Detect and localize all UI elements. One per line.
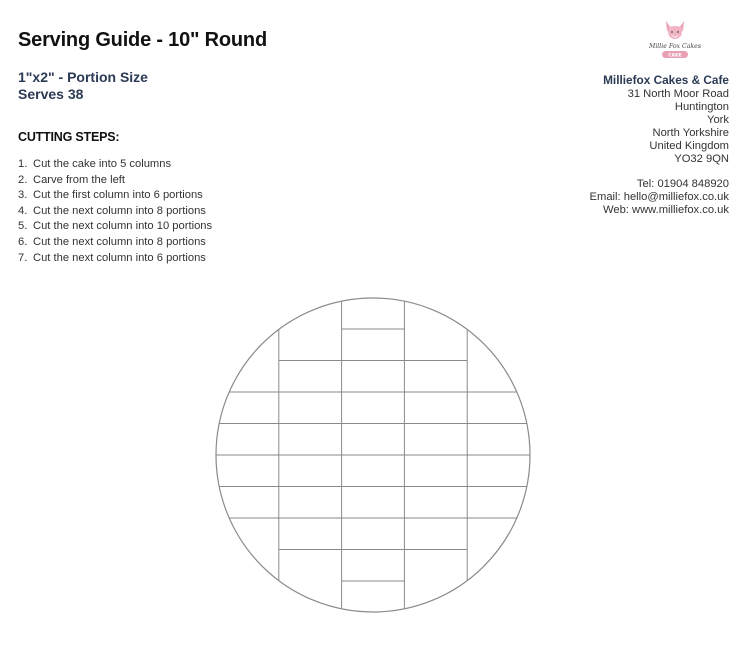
step-text: Cut the next column into 8 portions (33, 235, 206, 248)
step-text: Carve from the left (33, 173, 126, 186)
step-number: 1. (18, 158, 28, 170)
address-line: YO32 9QN (674, 152, 729, 165)
email-address: Email: hello@milliefox.co.uk (589, 191, 729, 204)
serving-summary (18, 69, 148, 103)
serves-count: Serves 38 (18, 86, 84, 102)
step-number: 4. (18, 204, 28, 217)
address-line: Huntington (674, 100, 729, 113)
address-line: York (707, 113, 729, 126)
step-text: Cut the first column into 6 portions (33, 189, 203, 202)
logo-badge: CAKE (668, 53, 682, 59)
cutting-step (18, 235, 212, 251)
logo-wordmark: Millie Fox Cakes (648, 43, 702, 50)
cutting-step (18, 173, 212, 189)
step-number: 7. (18, 251, 28, 264)
contact-block (590, 73, 729, 217)
step-number: 2. (18, 173, 28, 186)
cutting-step (18, 188, 212, 204)
cutting-step (18, 204, 212, 220)
page-title: Serving Guide - 10" Round (18, 29, 267, 51)
website-url: Web: www.milliefox.co.uk (602, 204, 729, 217)
fox-icon (666, 21, 684, 39)
step-number: 5. (18, 220, 28, 233)
cake-cutting-diagram (214, 296, 532, 614)
cut-lines (216, 301, 530, 609)
step-number: 3. (18, 189, 28, 202)
step-number: 6. (18, 235, 28, 248)
portion-size: 1"x2" - Portion Size (18, 69, 148, 85)
cutting-step (18, 251, 212, 267)
cutting-step (18, 219, 212, 235)
step-text: Cut the cake into 5 columns (33, 158, 172, 170)
milliefox-logo (644, 15, 706, 63)
step-text: Cut the next column into 6 portions (33, 251, 206, 264)
step-text: Cut the next column into 10 portions (33, 220, 213, 233)
address-line: 31 North Moor Road (627, 88, 729, 100)
cutting-steps-heading: CUTTING STEPS: (18, 130, 120, 144)
step-text: Cut the next column into 8 portions (33, 204, 206, 217)
company-name: Milliefox Cakes & Cafe (603, 73, 729, 87)
cutting-steps-list (18, 157, 212, 266)
phone-number: Tel: 01904 848920 (636, 178, 729, 191)
address-line: North Yorkshire (652, 126, 729, 139)
address-line: United Kingdom (649, 139, 729, 152)
cutting-step (18, 157, 212, 173)
